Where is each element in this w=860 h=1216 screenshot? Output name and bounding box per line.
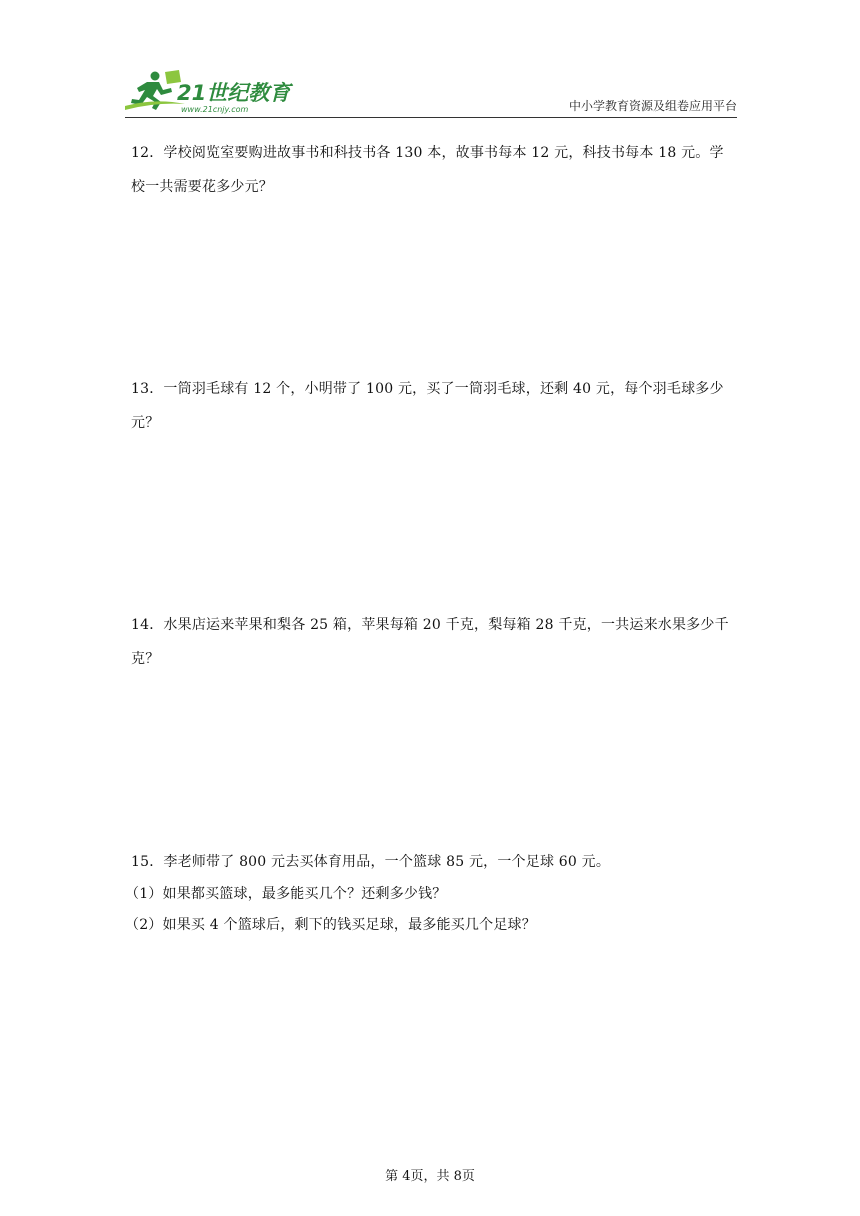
sub-question-2: （2）如果买 4 个篮球后，剩下的钱买足球，最多能买几个足球？: [125, 917, 536, 933]
question-number: 14．: [131, 617, 164, 633]
question-number: 12．: [131, 145, 164, 161]
logo-text: 21世纪教育: [177, 81, 291, 105]
header-divider: [125, 117, 737, 118]
sub-question-1: （1）如果都买篮球，最多能买几个？还剩多少钱？: [125, 886, 447, 902]
question-12: [131, 136, 737, 204]
question-text: 一筒羽毛球有 12 个，小明带了 100 元，买了一筒羽毛球，还剩 40 元，每个羽毛球多少元？: [131, 381, 724, 431]
platform-name: 中小学教育资源及组卷应用平台: [568, 99, 737, 113]
question-text: 水果店运来苹果和梨各 25 箱，苹果每箱 20 千克，梨每箱 28 千克，一共运来水果多少千克？: [131, 617, 729, 667]
question-number: 15．: [131, 854, 164, 870]
page-header: [125, 68, 737, 118]
question-15: [125, 845, 737, 941]
logo: [125, 68, 295, 114]
question-13: [131, 372, 737, 440]
page-footer: 第 4页，共 8页: [385, 1169, 475, 1184]
question-number: 13．: [131, 381, 164, 397]
runner-icon: [125, 70, 185, 110]
question-text: 学校阅览室要购进故事书和科技书各 130 本，故事书每本 12 元，科技书每本 18 元。学校一共需要花多少元？: [131, 145, 724, 195]
question-14: [131, 608, 737, 676]
question-text: 李老师带了 800 元去买体育用品，一个篮球 85 元，一个足球 60 元。: [163, 854, 611, 870]
logo-url: www.21cnjy.com: [181, 105, 249, 114]
